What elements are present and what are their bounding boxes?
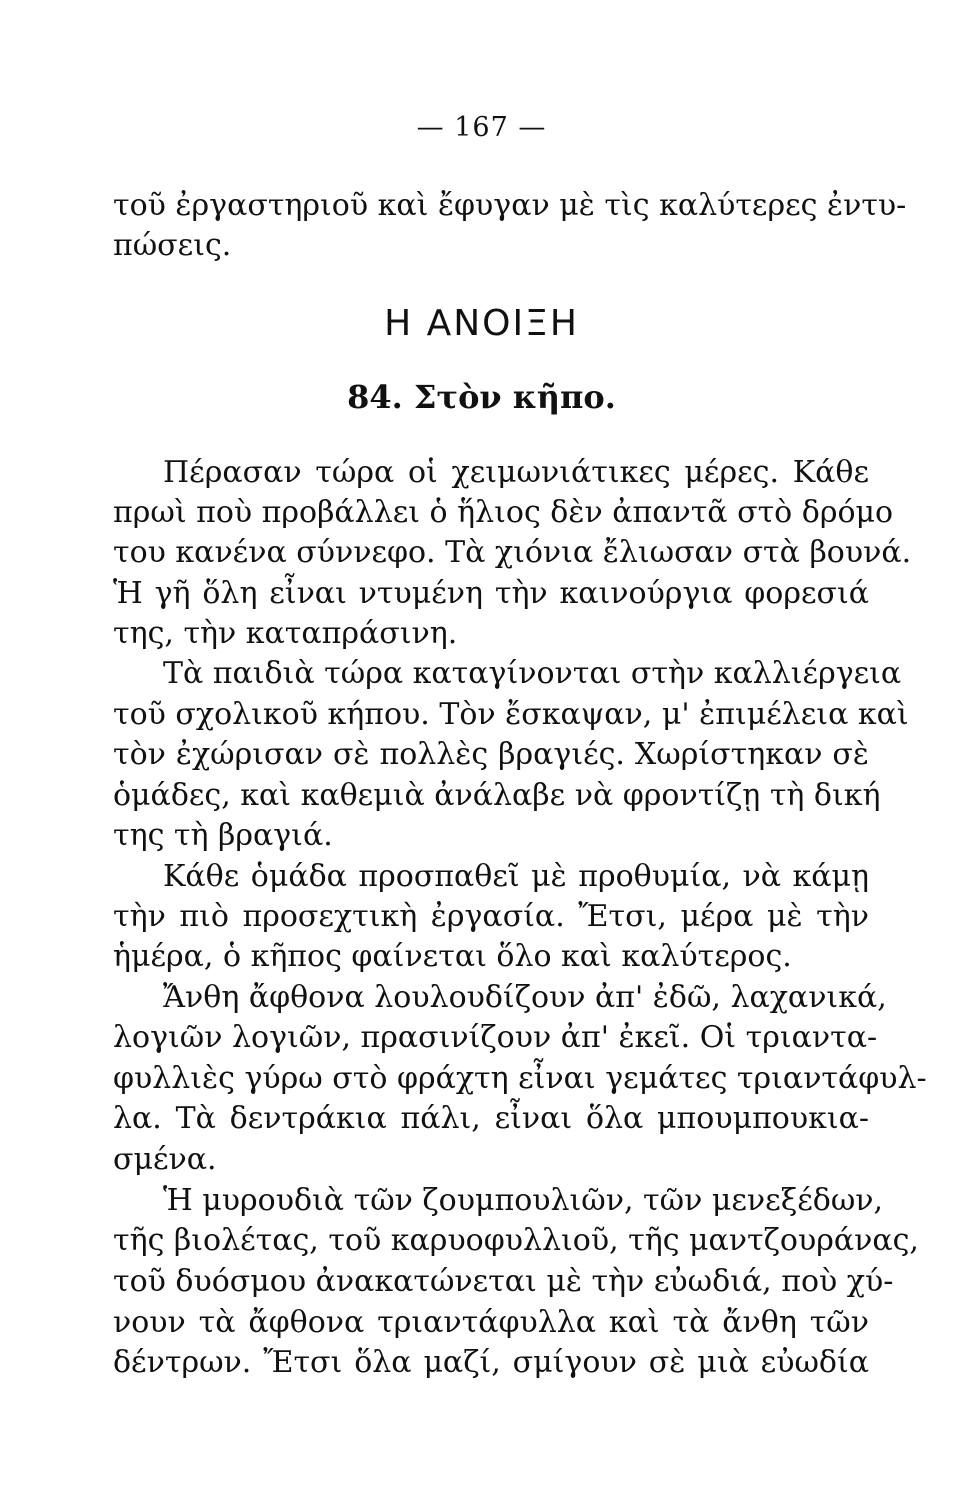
body-line-22: νουν τὰ ἄφθονα τριαντάφυλλα καὶ τὰ ἄνθη τῶν [113,1305,869,1340]
body-line-15: λογιῶν λογιῶν, πρασινίζουν ἀπ' ἐκεῖ. Οἱ τριαντα- [113,1020,878,1055]
intro-line-1: τοῦ ἐργαστηριοῦ καὶ ἔφυγαν μὲ τὶς καλύτερες ἐντυ- [113,188,907,223]
body-line-3: του κανένα σύννεφο. Τὰ χιόνια ἔλιωσαν στὰ βουνά. [113,535,912,570]
body-line-20: τῆς βιολέτας, τοῦ καρυοφυλλιοῦ, τῆς μαντζουράνας, [113,1223,919,1258]
intro-line-2: πώσεις. [113,228,232,263]
body-line-18: σμένα. [113,1142,217,1177]
body-line-6: Τὰ παιδιὰ τώρα καταγίνονται στὴν καλλιέργεια [163,656,902,691]
body-line-14: Ἄνθη ἄφθονα λουλουδίζουν ἀπ' ἐδῶ, λαχανικά, [163,980,887,1015]
body-line-17: λα. Τὰ δεντράκια πάλι, εἶναι ὅλα μπουμπουκια- [113,1101,869,1136]
body-line-4: Ἡ γῆ ὅλη εἶναι ντυμένη τὴν καινούργια φορεσιά [113,576,869,611]
body-line-21: τοῦ δυόσμου ἀνακατώνεται μὲ τὴν εὐωδιά, ποὺ χύ- [113,1264,894,1299]
body-line-16: φυλλιὲς γύρω στὸ φράχτη εἶναι γεμάτες τριαντάφυλ- [113,1061,927,1096]
body-line-23: δέντρων. Ἔτσι ὅλα μαζί, σμίγουν σὲ μιὰ εὐωδία [113,1345,869,1380]
page-number: — 167 — [416,112,547,143]
body-line-8: τὸν ἐχώρισαν σὲ πολλὲς βραγιές. Χωρίστηκαν σὲ [113,737,869,772]
body-line-7: τοῦ σχολικοῦ κήπου. Τὸν ἔσκαψαν, μ' ἐπιμέλεια καὶ [113,697,909,732]
section-title: Η ΑΝΟΙΞΗ [384,303,579,344]
body-line-11: Κάθε ὁμάδα προσπαθεῖ μὲ προθυμία, νὰ κάμῃ [163,859,869,894]
body-line-1: Πέρασαν τώρα οἱ χειμωνιάτικες μέρες. Κάθε [163,455,869,490]
body-line-5: της, τὴν καταπράσινη. [113,616,458,651]
body-line-2: πρωὶ ποὺ προβάλλει ὁ ἥλιος δὲν ἀπαντᾶ στὸ δρόμο [113,495,894,530]
body-line-12: τὴν πιὸ προσεχτικὴ ἐργασία. Ἔτσι, μέρα μὲ τὴν [113,899,869,934]
body-line-10: της τὴ βραγιά. [113,818,333,853]
body-line-13: ἡμέρα, ὁ κῆπος φαίνεται ὅλο καὶ καλύτερος. [113,939,792,974]
lesson-title: 84. Στὸν κῆπο. [347,378,616,416]
body-line-19: Ἡ μυρουδιὰ τῶν ζουμπουλιῶν, τῶν μενεξέδων, [163,1183,884,1218]
body-line-9: ὁμάδες, καὶ καθεμιὰ ἀνάλαβε νὰ φροντίζῃ τὴ δική [113,778,881,813]
